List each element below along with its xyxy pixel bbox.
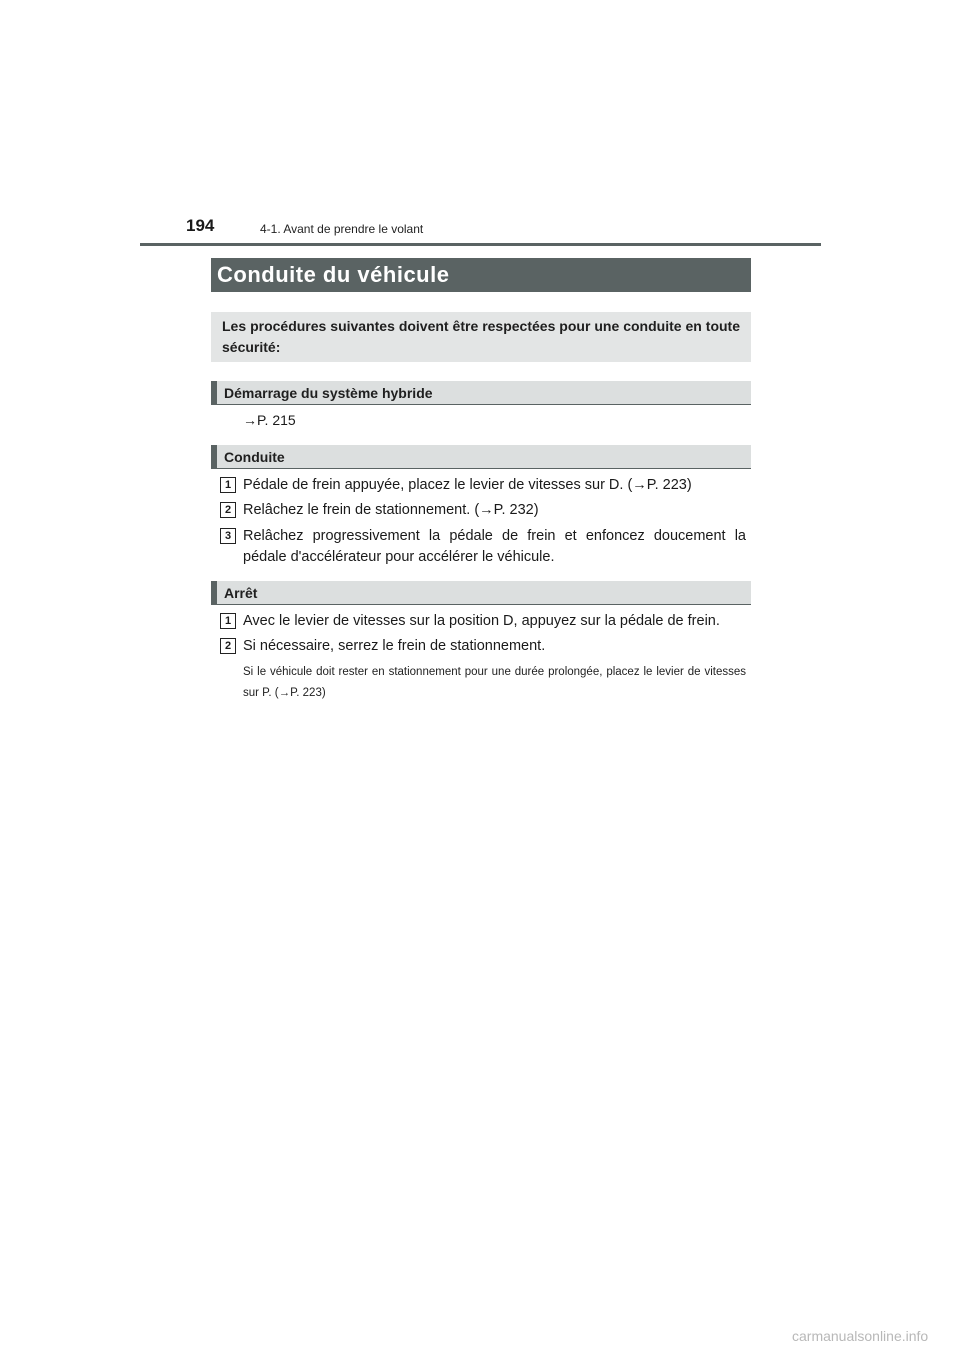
step-text: Si nécessaire, serrez le frein de stationnement.: [243, 638, 546, 654]
step-number: 1: [220, 613, 236, 629]
step-number: 2: [220, 502, 236, 518]
section-heading-stop: Arrêt: [211, 581, 751, 605]
watermark: carmanualsonline.info: [792, 1328, 929, 1344]
page-number: 194: [186, 216, 215, 235]
running-header: 4-1. Avant de prendre le volant: [260, 222, 424, 236]
page-title: Conduite du véhicule: [211, 258, 751, 292]
step-text: Relâchez progressivement la pédale de frein et enfoncez doucement la pédale d'accélérateur pour accélérer le véhicule.: [243, 528, 746, 565]
intro-box: Les procédures suivantes doivent être respectées pour une conduite en toute sécurité:: [211, 312, 751, 362]
step-text: Pédale de frein appuyée, placez le levier de vitesses sur D. (→P. 223): [243, 477, 692, 493]
header-rule: [140, 243, 821, 246]
step-number: 3: [220, 528, 236, 544]
section-heading-driving: Conduite: [211, 445, 751, 469]
step-text: Avec le levier de vitesses sur la position D, appuyez sur la pédale de frein.: [243, 613, 720, 629]
page-reference: →P. 215: [243, 412, 296, 428]
note-text: Si le véhicule doit rester en stationnement pour une durée prolongée, placez le levier de vitesses sur P. (→P. 223): [243, 666, 746, 699]
step-number: 1: [220, 477, 236, 493]
section-heading-start: Démarrage du système hybride: [211, 381, 751, 405]
step-text: Relâchez le frein de stationnement. (→P. 232): [243, 502, 539, 518]
step-number: 2: [220, 638, 236, 654]
